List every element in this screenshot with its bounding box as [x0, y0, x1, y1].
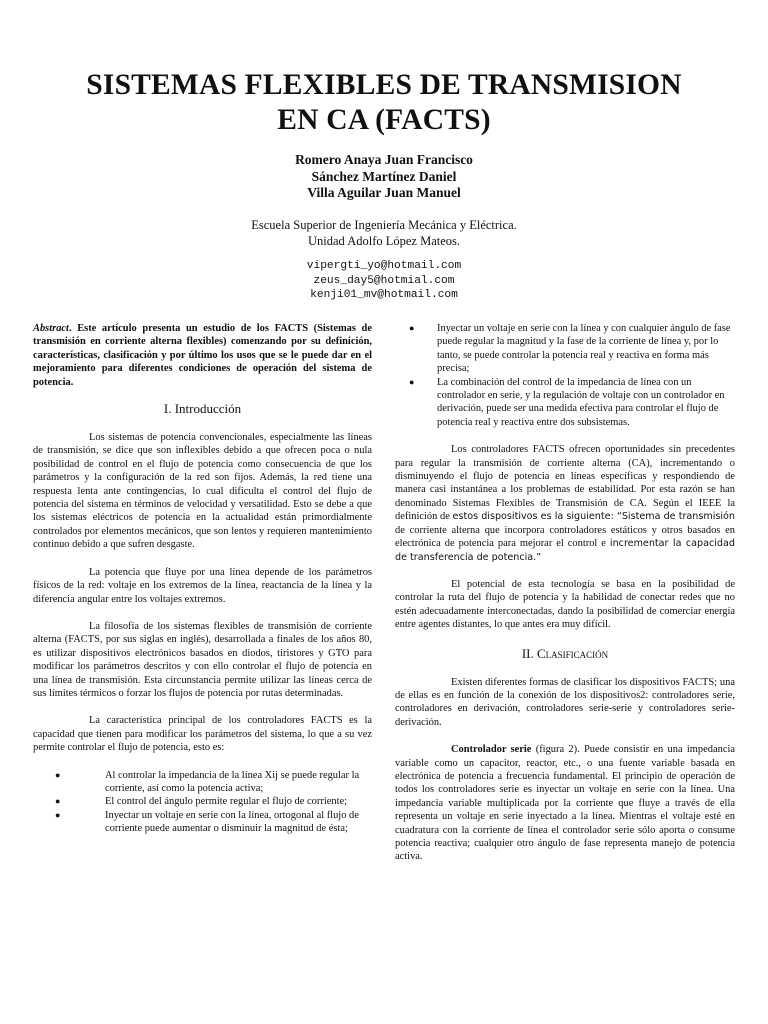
- list-item: ● El control del ángulo permite regular el flujo de corriente;: [55, 796, 347, 808]
- affiliation-line-2: Unidad Adolfo López Mateos.: [307, 234, 461, 248]
- email-2[interactable]: zeus_day5@hotmial.com: [313, 274, 455, 287]
- bullet-icon: ●: [55, 796, 61, 807]
- list-item: ● La combinación del control de la impedancia de línea con un controlador en serie, y la regulación de voltaje con un controlador en derivación, puede ser una medida efectiva para controlar el flujo de potencia real y reactiva entre dos subsistemas.: [409, 376, 725, 428]
- email-list: [40, 259, 728, 303]
- abstract: [33, 322, 372, 389]
- paragraph-controlador-serie: Controlador serie (figura 2). Puede consistir en una impedancia variable como un capacitor, reactor, etc., o una fuente variable basada en electrónica de potencia a frecuencia fundamental. El principio de operación de todos los controladores serie es inyectar un voltaje en serie con la línea. Una impedancia variable multiplicada por la corriente que fluye a través de ella representa un voltaje en serie inyectado a la línea. Mientras el voltaje esté en cuadratura con la corriente de línea el controlador serie sólo aporta o consume potencia reactiva; cualquier otro ángulo de fase representa manejo de potencia activa.: [395, 744, 735, 863]
- paragraph: La característica principal de los controladores FACTS es la capacidad que tienen para modificar los parámetros del sistema, lo que a su vez permite controlar el flujo de potencia, esto es:: [33, 715, 372, 754]
- ieee-definition-quote-end: incrementar la capacidad de transferencia de potencia.”: [395, 538, 735, 563]
- affiliation-line-1: Escuela Superior de Ingeniería Mecánica y Eléctrica.: [251, 218, 517, 232]
- list-item: ● Al controlar la impedancia de la línea Xij se puede regular la corriente, así como la potencia activa;: [55, 769, 360, 794]
- section-heading-clasificacion: II. Clasificación: [521, 645, 609, 661]
- title-line-2: EN CA (FACTS): [277, 104, 491, 136]
- author-2: Sánchez Martínez Daniel: [311, 168, 457, 184]
- bullet-icon: ●: [55, 809, 61, 820]
- title-line-1: SISTEMAS FLEXIBLES DE TRANSMISION: [86, 69, 682, 101]
- email-1[interactable]: vipergti_yo@hotmail.com: [306, 260, 462, 272]
- bullet-list-right: [395, 322, 735, 429]
- paragraph: El potencial de esta tecnología se basa en la posibilidad de controlar la ruta del flujo de potencia y la habilidad de conectar redes que no estén adecuadamente interconectadas, dando la posibilidad de comerciar energía entre agentes distantes, lo que antes era muy difícil.: [395, 578, 735, 631]
- paragraph: La filosofía de los sistemas flexibles de transmisión de corriente alterna (FACTS, por sus siglas en inglés), desarrollada a finales de los años 80, es utilizar dispositivos electrónicos basados en diodos, tiristores y GTO para modificar los parámetros descritos y con ello controlar el flujo de potencia en una línea de transmisión. Esta circunstancia permite utilizar las líneas cerca de sus límites térmicos o forzar los flujos de potencia por rutas determinadas.: [33, 620, 372, 699]
- bullet-icon: ●: [409, 376, 415, 387]
- email-3[interactable]: kenji01_mv@hotmail.com: [310, 289, 458, 301]
- bullet-icon: ●: [409, 323, 415, 333]
- list-item: ● Inyectar un voltaje en serie con la línea, ortogonal al flujo de corriente puede aumentar o disminuir la magnitud de ésta;: [55, 809, 359, 835]
- author-3: Villa Aguilar Juan Manuel: [307, 185, 461, 200]
- paper-title: [40, 68, 728, 138]
- left-column: [33, 322, 372, 836]
- bullet-icon: ●: [55, 769, 61, 780]
- paragraph-facts-definition: Los controladores FACTS ofrecen oportunidades sin precedentes para regular la transmisión de corriente alterna (CA), incrementando o disminuyendo el flujo de potencia en líneas específicas y respondiendo de manera casi instantánea a los problemas de estabilidad. Por esta razón se han denominado Sistemas Flexibles de Transmisión de CA. Según el IEEE la definición de estos dispositivos es la siguiente: “Sistema de transmisión de corriente alterna que incorpora controladores estáticos y otros basados en electrónica de potencia para mejorar el control e incrementar la capacidad de transferencia de potencia.”: [395, 444, 736, 563]
- bullet-list-left: [33, 769, 372, 836]
- paragraph: Existen diferentes formas de clasificar los dispositivos FACTS; una de ellas es en función de la conexión de los dispositivos2: controladores serie, controladores en derivación, controladores serie-serie y controladores serie-derivación.: [395, 676, 735, 728]
- author-list: [40, 152, 728, 202]
- section-heading-introduccion: I. Introducción: [163, 401, 242, 417]
- paragraph: La potencia que fluye por una línea depende de los parámetros físicos de la red: voltaje en los extremos de la línea, reactancia de la línea y la diferencia angular entre los voltajes extremos.: [33, 566, 372, 605]
- term-controlador-serie: Controlador serie: [451, 744, 532, 756]
- right-column: [395, 322, 735, 864]
- ieee-definition-quote: estos dispositivos es la siguiente: “Sistema de transmisión: [452, 511, 736, 523]
- paragraph: Los sistemas de potencia convencionales, especialmente las líneas de transmisión, se dice que son inflexibles debido a que ofrecen poca o nula posibilidad de control en el flujo de potencia como consecuencia de que los parámetros y la configuración de la red son fijos. Además, la red tiene una respuesta lenta ante contingencias, lo cual dificulta el control del flujo de potencia del sistema en términos de velocidad y versatilidad. Esto se debe a que los sistemas eléctricos de potencia en la actualidad están primordialmente controlados por elementos mecánicos, que son lentos y requieren mantenimiento continuo debido a que sufren desgaste.: [33, 432, 372, 551]
- author-1: Romero Anaya Juan Francisco: [295, 152, 473, 167]
- affiliation: [40, 217, 728, 249]
- list-item: ● Inyectar un voltaje en serie con la línea y con cualquier ángulo de fase puede regular la magnitud y la fase de la corriente de línea y, por lo tanto, se puede controlar la potencia real y reactiva en forma más precisa;: [409, 323, 731, 375]
- abstract-label: Abstract: [33, 323, 69, 334]
- abstract-text: . Este artículo presenta un estudio de los FACTS (Sistemas de transmisión en corriente alterna flexibles) comenzando por su definición, características, clasificación y por último los usos que se le puede dar en el mejoramiento para diferentes condiciones de operación del sistema de potencia.: [33, 323, 372, 388]
